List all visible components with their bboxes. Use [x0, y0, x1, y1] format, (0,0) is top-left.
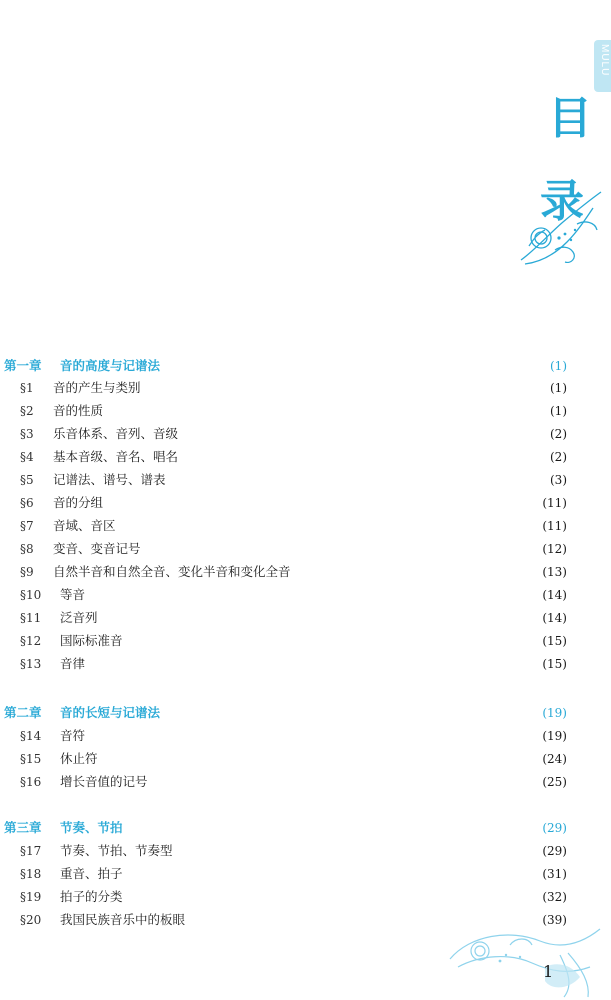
section-page: (29) — [542, 844, 567, 858]
toc-section[interactable] — [0, 401, 611, 421]
section-title: 音的分组 — [53, 495, 104, 510]
toc-section[interactable] — [0, 470, 611, 490]
chapter-title: 音的高度与记谱法 — [60, 358, 161, 373]
section-title: 我国民族音乐中的板眼 — [60, 912, 186, 927]
dot-leader — [184, 356, 535, 376]
dot-leader — [142, 887, 535, 907]
section-page: (24) — [542, 752, 567, 766]
dot-leader — [178, 470, 535, 490]
section-page: (11) — [542, 519, 567, 533]
dot-leader — [190, 424, 535, 444]
section-number: §18 — [20, 867, 42, 881]
section-page: (2) — [550, 450, 567, 464]
section-number: §11 — [20, 611, 42, 625]
section-number: §14 — [20, 729, 42, 743]
section-title: 泛音列 — [60, 610, 98, 625]
chapter-number: 第一章 — [4, 358, 42, 373]
section-page: (2) — [550, 427, 567, 441]
section-number: §8 — [20, 542, 34, 556]
chapter-page: (19) — [542, 706, 567, 720]
toc-section[interactable] — [0, 378, 611, 398]
section-title: 节奏、节拍、节奏型 — [60, 843, 173, 858]
chapter-number: 第三章 — [4, 820, 42, 835]
section-title: 音的性质 — [53, 403, 104, 418]
section-number: §5 — [20, 473, 34, 487]
section-title: 记谱法、谱号、谱表 — [53, 472, 166, 487]
section-page: (1) — [550, 404, 567, 418]
toc-section[interactable] — [0, 772, 611, 792]
section-page: (25) — [542, 775, 567, 789]
section-page: (39) — [542, 913, 567, 927]
section-title: 基本音级、音名、唱名 — [53, 449, 179, 464]
dot-leader — [326, 562, 535, 582]
chapter-page: (29) — [542, 821, 567, 835]
toc-section[interactable] — [0, 887, 611, 907]
section-number: §2 — [20, 404, 34, 418]
section-page: (11) — [542, 496, 567, 510]
toc-section[interactable] — [0, 424, 611, 444]
dot-leader — [114, 749, 535, 769]
section-title: 音符 — [60, 728, 86, 743]
toc-chapter-1[interactable] — [0, 356, 611, 376]
section-page: (31) — [542, 867, 567, 881]
section-number: §10 — [20, 588, 42, 602]
dot-leader — [186, 703, 535, 723]
chapter-number: 第二章 — [4, 705, 42, 720]
section-title: 拍子的分类 — [60, 889, 123, 904]
toc-section[interactable] — [0, 608, 611, 628]
toc-section[interactable] — [0, 562, 611, 582]
toc-section[interactable] — [0, 726, 611, 746]
chapter-title: 音的长短与记谱法 — [60, 705, 161, 720]
section-page: (12) — [542, 542, 567, 556]
section-number: §4 — [20, 450, 34, 464]
section-title: 音的产生与类别 — [53, 380, 141, 395]
toc-section[interactable] — [0, 749, 611, 769]
section-page: (13) — [542, 565, 567, 579]
toc-section[interactable] — [0, 493, 611, 513]
section-page: (15) — [542, 634, 567, 648]
dot-leader — [128, 516, 535, 536]
toc-section[interactable] — [0, 654, 611, 674]
dot-leader — [114, 608, 535, 628]
toc-chapter-2[interactable] — [0, 703, 611, 723]
section-page: (3) — [550, 473, 567, 487]
page-number: 1 — [543, 962, 554, 981]
section-page: (19) — [542, 729, 567, 743]
side-tab-label: MULU — [599, 44, 610, 77]
section-number: §9 — [20, 565, 34, 579]
section-title: 自然半音和自然全音、变化半音和变化全音 — [53, 564, 291, 579]
section-title: 音律 — [60, 656, 86, 671]
dot-leader — [170, 772, 535, 792]
section-page: (15) — [542, 657, 567, 671]
section-number: §19 — [20, 890, 42, 904]
toc-chapter-3[interactable] — [0, 818, 611, 838]
section-title: 乐音体系、音列、音级 — [53, 426, 179, 441]
section-number: §13 — [20, 657, 42, 671]
toc-section[interactable] — [0, 841, 611, 861]
dot-leader — [100, 726, 535, 746]
section-page: (32) — [542, 890, 567, 904]
toc-section[interactable] — [0, 864, 611, 884]
section-title: 音域、音区 — [53, 518, 116, 533]
section-title: 重音、拍子 — [60, 866, 123, 881]
dot-leader — [162, 378, 535, 398]
dot-leader — [116, 493, 535, 513]
section-number: §6 — [20, 496, 34, 510]
section-number: §16 — [20, 775, 42, 789]
section-title: 增长音值的记号 — [60, 774, 148, 789]
dot-leader — [156, 539, 535, 559]
section-title: 等音 — [60, 587, 86, 602]
section-number: §1 — [20, 381, 34, 395]
chapter-page: (1) — [550, 359, 567, 373]
flourish-ornament-bottom — [440, 915, 611, 1000]
toc-section[interactable] — [0, 585, 611, 605]
chapter-title: 节奏、节拍 — [60, 820, 123, 835]
section-number: §3 — [20, 427, 34, 441]
section-number: §12 — [20, 634, 42, 648]
toc-section[interactable] — [0, 516, 611, 536]
toc-section[interactable] — [0, 447, 611, 467]
section-title: 休止符 — [60, 751, 98, 766]
title-char-lu: 录 — [540, 176, 584, 227]
dot-leader — [128, 818, 535, 838]
section-number: §15 — [20, 752, 42, 766]
dot-leader — [190, 447, 535, 467]
dot-leader — [128, 864, 535, 884]
title-char-mu: 目 — [548, 93, 592, 144]
section-number: §17 — [20, 844, 42, 858]
side-tab — [594, 40, 611, 92]
dot-leader — [100, 654, 535, 674]
section-number: §20 — [20, 913, 42, 927]
section-title: 国际标准音 — [60, 633, 123, 648]
toc-section[interactable] — [0, 631, 611, 651]
flourish-ornament-top — [515, 180, 607, 272]
dot-leader — [142, 631, 535, 651]
section-page: (14) — [542, 611, 567, 625]
dot-leader — [100, 585, 535, 605]
section-title: 变音、变音记号 — [53, 541, 141, 556]
section-number: §7 — [20, 519, 34, 533]
section-page: (1) — [550, 381, 567, 395]
dot-leader — [184, 841, 535, 861]
dot-leader — [118, 401, 535, 421]
toc-section[interactable] — [0, 539, 611, 559]
section-page: (14) — [542, 588, 567, 602]
